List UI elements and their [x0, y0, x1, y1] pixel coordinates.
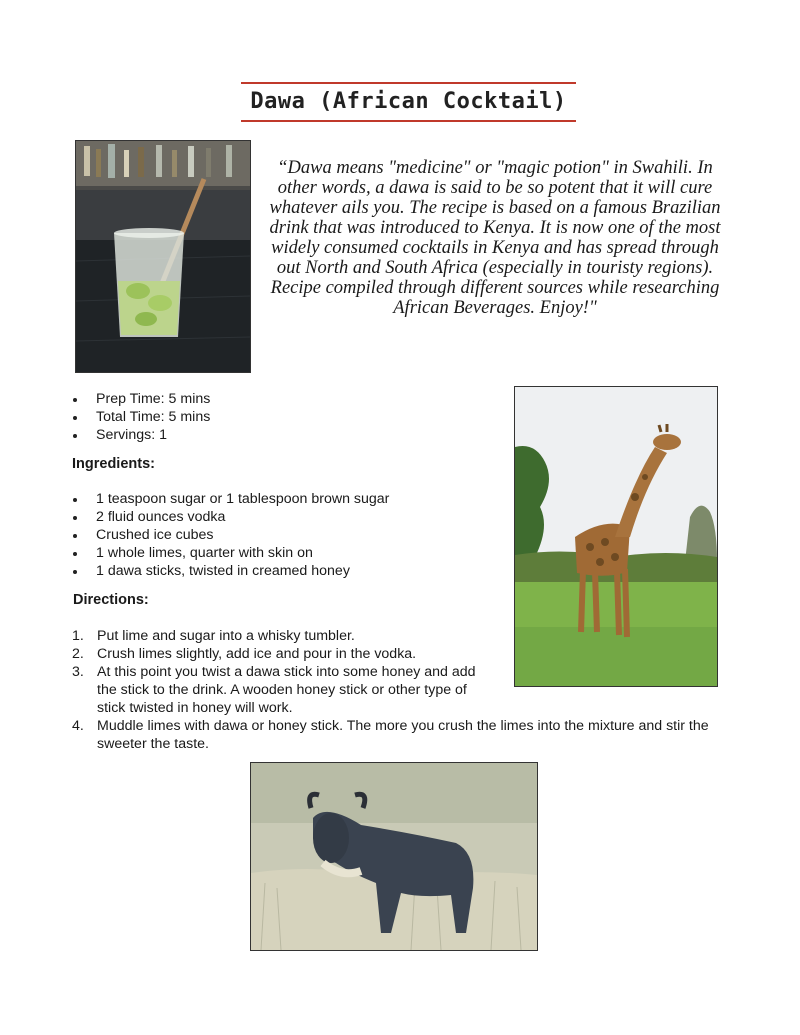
giraffe-photo [514, 386, 718, 687]
recipe-stats-list [71, 390, 431, 444]
cocktail-photo [75, 140, 251, 373]
list-item: Servings: 1 [71, 426, 431, 444]
list-item: Crushed ice cubes [71, 526, 471, 544]
step-text: Muddle limes with dawa or honey stick. The more you crush the limes into the mixture and stir the sweeter the taste. [97, 718, 709, 752]
list-item: 1 whole limes, quarter with skin on [71, 544, 471, 562]
step-number: 4. [72, 718, 84, 734]
list-item [72, 627, 492, 645]
list-item: Prep Time: 5 mins [71, 390, 431, 408]
step-text: Put lime and sugar into a whisky tumbler. [97, 628, 355, 644]
step-number: 1. [72, 628, 84, 644]
page-title: Dawa (African Cocktail) [250, 89, 567, 114]
list-item [72, 663, 492, 717]
ingredients-heading: Ingredients: [72, 456, 155, 472]
step-number: 3. [72, 664, 84, 680]
step-text: At this point you twist a dawa stick into some honey and add the stick to the drink. A wooden honey stick or other type of stick twisted in honey will work. [97, 664, 476, 716]
title-block [241, 82, 576, 122]
step-text: Crush limes slightly, add ice and pour in the vodka. [97, 646, 417, 662]
list-item: 1 dawa sticks, twisted in creamed honey [71, 562, 471, 580]
list-item [72, 717, 757, 753]
list-item: 2 fluid ounces vodka [71, 508, 471, 526]
title-rule-bottom [241, 120, 576, 122]
directions-list [72, 627, 709, 753]
title-rule-top [241, 82, 576, 84]
intro-quote: “Dawa means "medicine" or "magic potion" in Swahili. In other words, a dawa is said to be so potent that it will cure whatever ails you. The recipe is based on a famous Brazilian drink that was introduced to Kenya. It is now one of the most widely consumed cocktails in Kenya and has spread through out North and South Africa (especially in touristy regions). Recipe compiled through different sources while researching African Beverages. Enjoy!" [269, 158, 721, 318]
list-item: Total Time: 5 mins [71, 408, 431, 426]
wildebeest-photo [250, 762, 538, 951]
list-item: 1 teaspoon sugar or 1 tablespoon brown sugar [71, 490, 471, 508]
directions-heading: Directions: [73, 592, 149, 608]
step-number: 2. [72, 646, 84, 662]
ingredients-list [71, 490, 471, 580]
list-item [72, 645, 492, 663]
